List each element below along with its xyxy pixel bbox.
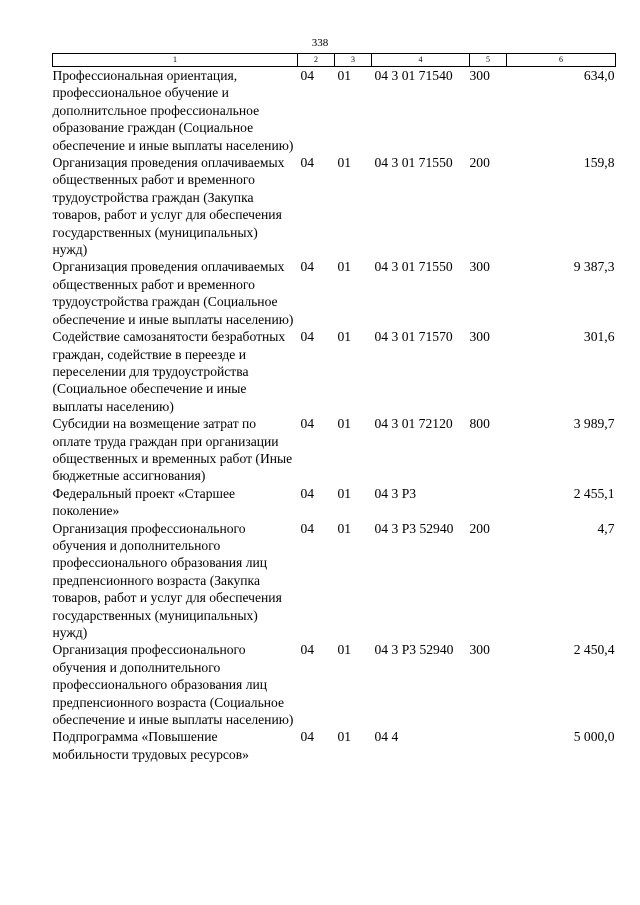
- row-subsection-code: 01: [337, 485, 352, 501]
- row-subsection-code: 01: [337, 155, 352, 171]
- row-name: Содействие самозанятости безработных граждан, содействие в переезде и переселении для трудоустройства (Социальное обеспечение и иные выплаты населению): [52, 329, 286, 414]
- row-subsection-code: 01: [337, 520, 352, 536]
- row-section-code: 04: [300, 729, 315, 745]
- row-expense-type: 300: [469, 642, 490, 658]
- row-section-code: 04: [300, 68, 315, 83]
- row-expense-type: 300: [469, 259, 490, 275]
- row-section-code: 04: [300, 155, 315, 171]
- row-name: Организация проведения оплачиваемых общественных работ и временного трудоустройства граждан (Закупка товаров, работ и услуг для обеспечения государственных (муниципальных) нужд): [52, 155, 285, 258]
- row-name: Федеральный проект «Старшее поколение»: [52, 485, 236, 519]
- row-amount: 3 989,7: [573, 416, 615, 432]
- row-amount: 301,6: [583, 329, 615, 345]
- table-row: [53, 641, 616, 728]
- row-name: Организация профессионального обучения и дополнительного профессионального образования лиц предпенсионного возраста (Социальное обеспечение и иные выплаты населению): [52, 642, 294, 728]
- header-col-2: 2: [298, 54, 335, 67]
- row-target-article: 04 3 01 71540: [374, 68, 453, 83]
- table-body: [53, 67, 616, 764]
- row-subsection-code: 01: [337, 259, 352, 275]
- row-section-code: 04: [300, 642, 315, 658]
- row-section-code: 04: [300, 520, 315, 536]
- row-subsection-code: 01: [337, 329, 352, 345]
- row-target-article: 04 3 P3: [374, 485, 417, 501]
- table-row: [53, 485, 616, 520]
- table-row: [53, 67, 616, 155]
- page-number: 338: [311, 37, 329, 49]
- row-amount: 9 387,3: [573, 259, 615, 275]
- row-amount: 2 455,1: [573, 485, 615, 501]
- header-col-5: 5: [470, 54, 507, 67]
- row-name: Подпрограмма «Повышение мобильности трудовых ресурсов»: [52, 729, 249, 762]
- header-col-1: 1: [53, 54, 298, 67]
- table-row: [53, 154, 616, 258]
- budget-table: [52, 53, 616, 763]
- row-amount: 634,0: [583, 68, 615, 83]
- row-subsection-code: 01: [337, 68, 352, 83]
- row-amount: 4,7: [597, 520, 615, 536]
- row-target-article: 04 4: [374, 729, 399, 745]
- row-target-article: 04 3 01 71550: [374, 259, 453, 275]
- row-name: Организация профессионального обучения и дополнительного профессионального образования лиц предпенсионного возраста (Закупка товаров, работ и услуг для обеспечения государственных (муниципальных) нужд): [52, 520, 282, 640]
- row-expense-type: 200: [469, 520, 490, 536]
- table-row: [53, 328, 616, 415]
- table-row: [53, 520, 616, 642]
- row-expense-type: [470, 485, 507, 520]
- row-target-article: 04 3 P3 52940: [374, 642, 454, 658]
- header-col-4: 4: [372, 54, 470, 67]
- row-amount: 2 450,4: [573, 642, 615, 658]
- row-subsection-code: 01: [337, 729, 352, 745]
- row-section-code: 04: [300, 329, 315, 345]
- row-amount: 159,8: [583, 155, 615, 171]
- row-name: Организация проведения оплачиваемых общественных работ и временного трудоустройства граждан (Социальное обеспечение и иные выплаты населению): [52, 259, 294, 327]
- row-section-code: 04: [300, 259, 315, 275]
- table-row: [53, 415, 616, 485]
- row-subsection-code: 01: [337, 642, 352, 658]
- table-row: [53, 258, 616, 328]
- header-col-6: 6: [507, 54, 616, 67]
- row-section-code: 04: [300, 416, 315, 432]
- table-header: [53, 54, 616, 67]
- header-row: [53, 54, 616, 67]
- row-name: Субсидии на возмещение затрат по оплате труда граждан при организации общественных и временных работ (Иные бюджетные ассигнования): [52, 416, 293, 484]
- row-target-article: 04 3 01 71570: [374, 329, 453, 345]
- row-expense-type: 300: [469, 68, 490, 83]
- table-row: [53, 728, 616, 763]
- row-expense-type: 200: [469, 155, 490, 171]
- header-col-3: 3: [335, 54, 372, 67]
- row-expense-type: [470, 728, 507, 763]
- row-target-article: 04 3 01 71550: [374, 155, 453, 171]
- row-expense-type: 300: [469, 329, 490, 345]
- row-target-article: 04 3 P3 52940: [374, 520, 454, 536]
- row-amount: 5 000,0: [573, 729, 615, 745]
- row-subsection-code: 01: [337, 416, 352, 432]
- row-section-code: 04: [300, 485, 315, 501]
- row-target-article: 04 3 01 72120: [374, 416, 453, 432]
- row-name: Профессиональная ориентация, профессиональное обучение и дополнитсльное профессиональное образование граждан (Социальное обеспечение и иные выплаты населению): [52, 68, 294, 153]
- row-expense-type: 800: [469, 416, 490, 432]
